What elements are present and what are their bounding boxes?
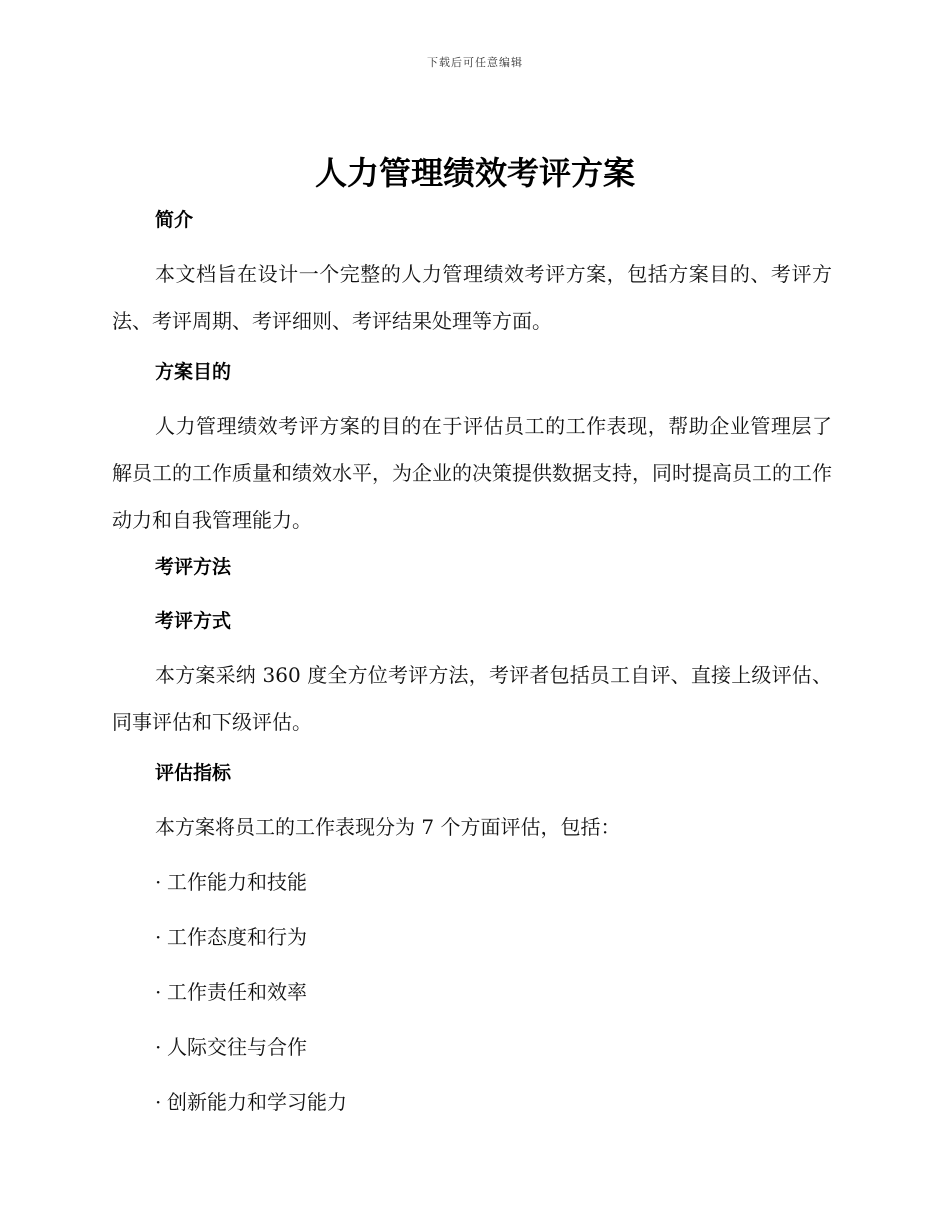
heading-purpose: 方案目的 (155, 361, 232, 383)
bullet-text: 工作态度和行为 (167, 925, 307, 949)
bullet-symbol: · (155, 925, 162, 949)
paragraph-indicators: 本方案将员工的工作表现分为 7 个方面评估，包括： (155, 815, 621, 839)
heading-mode: 考评方式 (155, 610, 232, 632)
bullet-symbol: · (155, 1035, 162, 1059)
bullet-text: 工作责任和效率 (167, 980, 307, 1004)
bullet-text: 人际交往与合作 (167, 1035, 307, 1059)
document-title: 人力管理绩效考评方案 (314, 154, 635, 192)
bullet-list-item (155, 869, 307, 895)
bullet-list-item (155, 1089, 347, 1115)
bullet-list-item (155, 924, 307, 950)
heading-indicators: 评估指标 (155, 762, 232, 784)
heading-intro: 简介 (155, 209, 194, 231)
bullet-text: 创新能力和学习能力 (167, 1090, 347, 1114)
heading-method: 考评方法 (155, 556, 232, 578)
bullet-symbol: · (155, 980, 162, 1004)
page-header-note: 下载后可任意编辑 (427, 56, 523, 69)
bullet-symbol: · (155, 870, 162, 894)
paragraph-purpose: 人力管理绩效考评方案的目的在于评估员工的工作表现，帮助企业管理层了解员工的工作质量和绩效水平，为企业的决策提供数据支持，同时提高员工的工作动力和自我管理能力。 (112, 414, 832, 532)
paragraph-intro: 本文档旨在设计一个完整的人力管理绩效考评方案，包括方案目的、考评方法、考评周期、考评细则、考评结果处理等方面。 (112, 262, 832, 333)
bullet-text: 工作能力和技能 (167, 870, 307, 894)
paragraph-mode: 本方案采纳 360 度全方位考评方法，考评者包括员工自评、直接上级评估、同事评估和下级评估。 (112, 663, 832, 734)
bullet-symbol: · (155, 1090, 162, 1114)
bullet-list-item (155, 979, 307, 1005)
bullet-list-item (155, 1034, 307, 1060)
